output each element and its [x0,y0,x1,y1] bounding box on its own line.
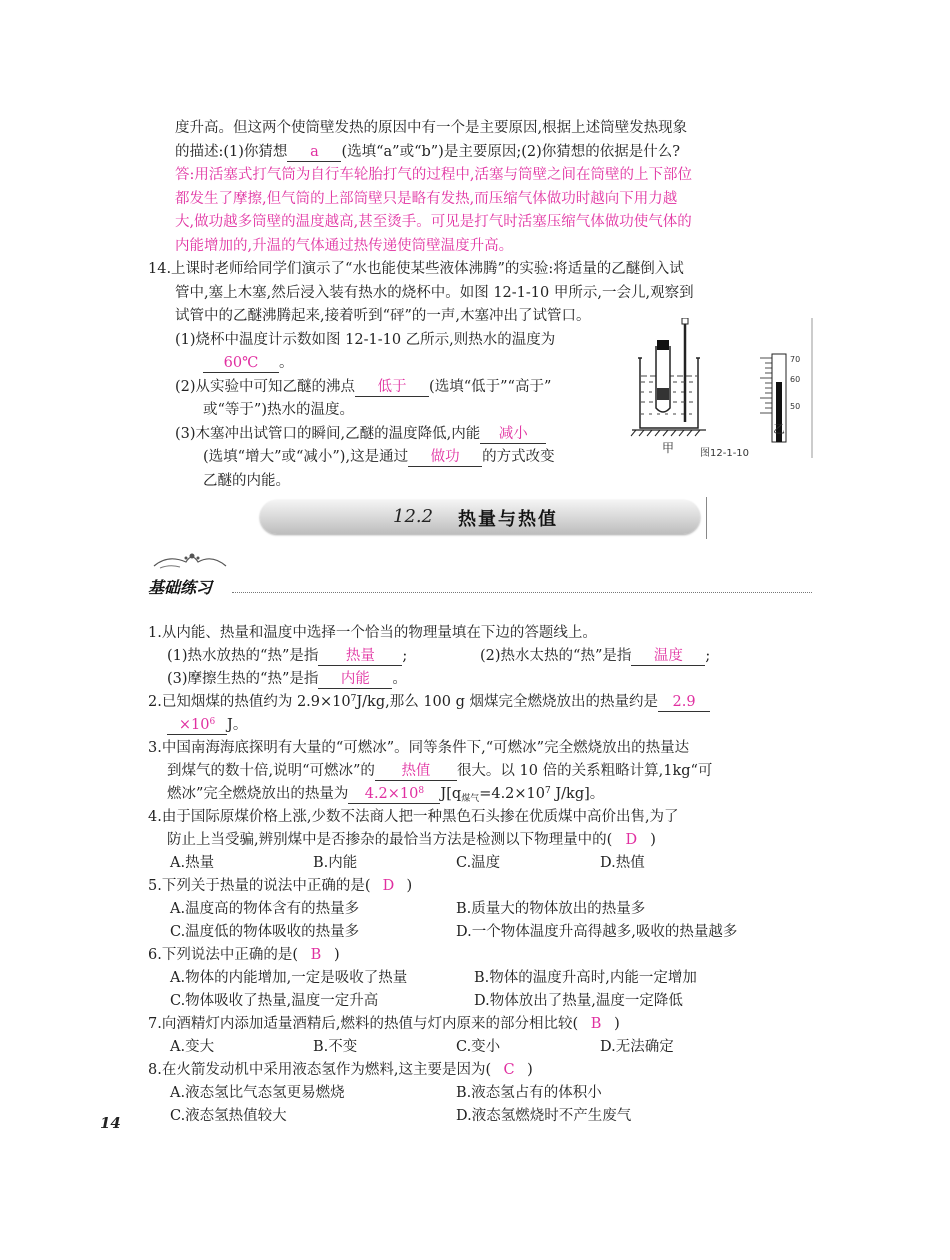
q4-answer[interactable]: D [625,832,638,848]
q14-part-3-line-3: 乙醚的内能。 [203,473,290,489]
answer-blank-q3-b[interactable]: $4.2\times 10^8$ [348,785,440,804]
answer-blank-q2-a[interactable]: 2.9 [658,693,710,712]
intro-line-2: 的描述:(1)你猜想 a (选填“a”或“b”)是主要原因;(2)你猜想的依据是什么? [175,144,681,160]
q8-option-a[interactable]: A.液态氢比气态氢更易燃烧 [170,1085,345,1101]
section-number: 12.2 [393,506,434,527]
answer-line-4: 内能增加的,升温的气体通过热传递使筒壁温度升高。 [175,238,514,254]
q8-answer[interactable]: C [503,1062,515,1078]
q14-part-3: (3)木塞冲出试管口的瞬间,乙醚的温度降低,内能 减小 [175,423,546,445]
q3-line-3: 燃冰”完全燃烧放出的热量为 $4.2\times 10^8$ $J[q_{煤气}=4.2\times 10^7$ J/kg]。 [167,786,605,804]
answer-blank-boiling-point[interactable]: 低于 [355,378,429,397]
answer-blank-q1-2[interactable]: 温度 [631,647,705,666]
q2-line-2: $\times 10^6$ J。 [167,714,247,736]
q4-option-b[interactable]: B.内能 [313,855,358,871]
q7-stem: 7.向酒精灯内添加适量酒精后,燃料的热值与灯内原来的部分相比较( B ) [148,1013,620,1035]
answer-line-1: 答:用活塞式打气筒为自行车轮胎打气的过程中,活塞与筒壁之间在筒壁的上下部位 [175,167,692,183]
q7-option-a[interactable]: A.变大 [170,1039,215,1055]
q1-stem: 1.从内能、热量和温度中选择一个恰当的物理量填在下边的答题线上。 [148,625,597,641]
q14-part-1: (1)烧杯中温度计示数如图 12-1-10 乙所示,则热水的温度为 [175,332,556,348]
thermo-tick-70: 70 [790,355,801,364]
answer-blank-q2-b[interactable]: $\times 10^6$ [167,716,227,735]
q5-option-b[interactable]: B.质量大的物体放出的热量多 [456,901,646,917]
figure-label-a: 甲 [662,441,675,455]
figure-caption: 图12-1-10 [700,448,750,459]
q7-option-c[interactable]: C.变小 [456,1039,501,1055]
q6-option-b[interactable]: B.物体的温度升高时,内能一定增加 [474,970,697,986]
intro-line-1: 度升高。但这两个使筒壁发热的原因中有一个是主要原因,根据上述筒壁发热现象 [175,120,688,136]
q6-stem: 6.下列说法中正确的是( B ) [148,944,340,966]
answer-blank-internal-energy[interactable]: 减小 [480,425,546,444]
q3-line-2: 到煤气的数十倍,说明“可燃冰”的 热值 很大。以 10 倍的关系粗略计算,1kg“可 [167,763,713,779]
thermo-tick-60: 60 [790,375,801,384]
answer-line-3: 大,做功越多筒壁的温度越高,甚至烫手。可见是打气时活塞压缩气体做功使气体的 [175,214,692,230]
q5-option-c[interactable]: C.温度低的物体吸收的热量多 [170,924,360,940]
q14-stem-3: 试管中的乙醚沸腾起来,接着听到“砰”的一声,木塞冲出了试管口。 [175,308,591,324]
page-number: 14 [100,1114,121,1132]
q8-option-b[interactable]: B.液态氢占有的体积小 [456,1085,602,1101]
subsection-title: 基础练习 [148,578,213,597]
ornament-icon [150,548,230,572]
q6-answer[interactable]: B [310,947,322,963]
answer-line-2: 都发生了摩擦,但气筒的上部筒壁只是略有发热,而压缩气体做功时越向下用力越 [175,191,678,207]
q5-option-a[interactable]: A.温度高的物体含有的热量多 [170,901,360,917]
banner-divider [706,497,707,539]
q4-option-a[interactable]: A.热量 [170,855,215,871]
q8-option-c[interactable]: C.液态氢热值较大 [170,1108,287,1124]
q6-option-d[interactable]: D.物体放出了热量,温度一定降低 [474,993,683,1009]
q7-answer[interactable]: B [590,1016,602,1032]
answer-blank-q1-1[interactable]: 热量 [318,647,402,666]
q7-option-d[interactable]: D.无法确定 [600,1039,674,1055]
answer-blank-q3-a[interactable]: 热值 [375,762,457,781]
section-banner [260,500,700,534]
q5-option-d[interactable]: D.一个物体温度升高得越多,吸收的热量越多 [456,924,738,940]
subsection-rule [232,592,812,593]
q14-part-3-line-2: (选填“增大”或“减小”),这是通过 做功 的方式改变 [203,449,555,465]
figure-label-b: 乙 [773,422,786,436]
beaker-diagram [631,318,706,436]
q6-option-a[interactable]: A.物体的内能增加,一定是吸收了热量 [170,970,408,986]
thermo-tick-50: 50 [790,402,801,411]
q4-option-d[interactable]: D.热值 [600,855,645,871]
q14-part-2: (2)从实验中可知乙醚的沸点 低于 (选填“低于”“高于” [175,379,552,395]
q2-line-1: 2.已知烟煤的热值约为 $2.9\times 10^7J/kg$,那么 100 g 烟煤完全燃烧放出的热量约是 2.9 [148,691,710,713]
q1-row-1: (1)热水放热的“热”是指 热量 ; [167,648,408,664]
q4-option-c[interactable]: C.温度 [456,855,501,871]
q14-part-1-line-2: 60℃ 。 [203,352,294,374]
figure-12-1-10 [630,318,815,463]
q4-line-2: 防止上当受骗,辨别煤中是否掺杂的最恰当方法是检测以下物理量中的( D ) [167,829,656,851]
q1-row-1b: (2)热水太热的“热”是指 温度 ; [480,648,711,664]
q4-line-1: 4.由于国际原煤价格上涨,少数不法商人把一种黑色石头掺在优质煤中高价出售,为了 [148,809,679,825]
q14-part-2-line-2: 或“等于”)热水的温度。 [203,402,354,418]
q8-option-d[interactable]: D.液态氢燃烧时不产生废气 [456,1108,632,1124]
answer-blank-guess[interactable]: a [287,143,341,162]
q14-stem-2: 管中,塞上木塞,然后浸入装有热水的烧杯中。如图 12-1-10 甲所示,一会儿,观察到 [175,285,694,301]
q3-line-1: 3.中国南海海底探明有大量的“可燃冰”。同等条件下,“可燃冰”完全燃烧放出的热量达 [148,740,690,756]
q7-option-b[interactable]: B.不变 [313,1039,358,1055]
answer-blank-method[interactable]: 做功 [408,448,482,467]
q6-option-c[interactable]: C.物体吸收了热量,温度一定升高 [170,993,379,1009]
q8-stem: 8.在火箭发动机中采用液态氢作为燃料,这主要是因为( C ) [148,1059,533,1081]
answer-blank-water-temp[interactable]: 60℃ [203,354,279,373]
q1-row-2: (3)摩擦生热的“热”是指 内能 。 [167,671,407,687]
q5-answer[interactable]: D [382,878,395,894]
section-title: 热量与热值 [458,509,558,530]
q5-stem: 5.下列关于热量的说法中正确的是( D ) [148,875,412,897]
q14-stem-1: 14.上课时老师给同学们演示了“水也能使某些液体沸腾”的实验:将适量的乙醚倒入试 [148,261,684,277]
answer-blank-q1-3[interactable]: 内能 [318,670,392,689]
